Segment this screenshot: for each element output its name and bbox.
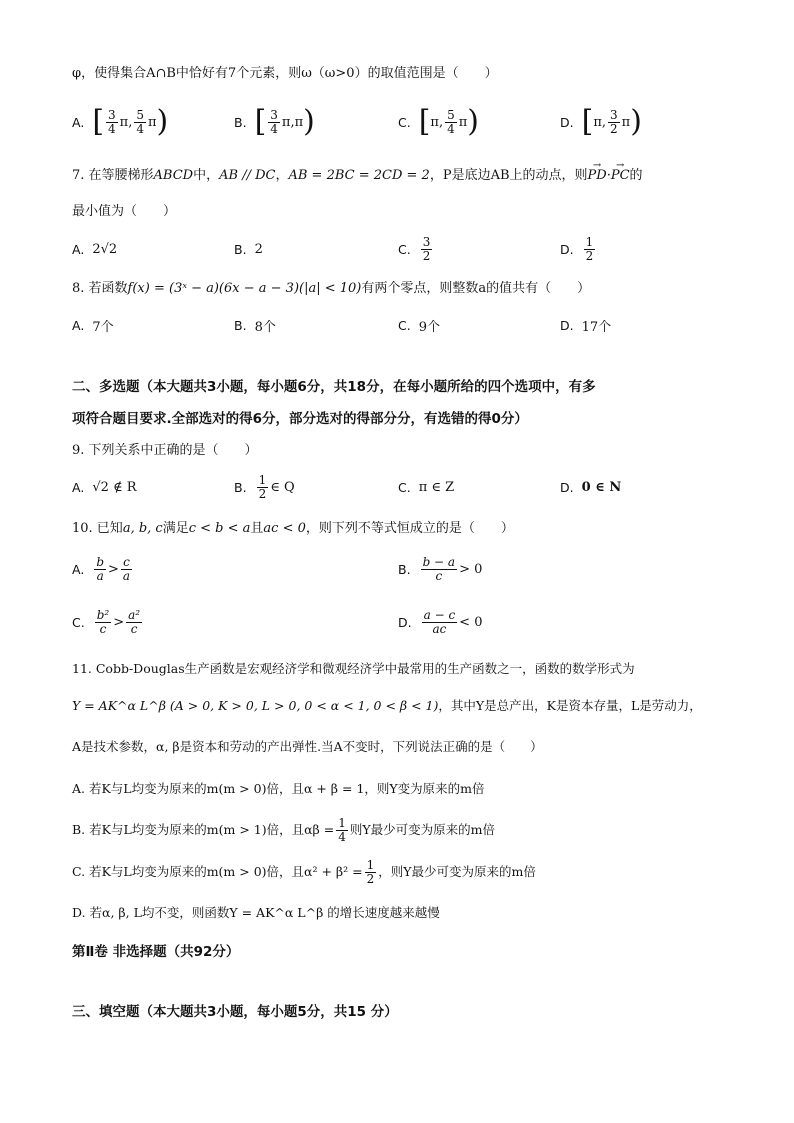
q11-stem-line1: 11. Cobb-Douglas生产函数是宏观经济学和微观经济学中最常用的生产函数之一，函数的数学形式为 — [72, 661, 635, 676]
q10-option-a[interactable]: A. $\frac{b}{a}$ > $\frac{c}{a}$ — [72, 554, 131, 583]
q6-stem: φ，使得集合A∩B中恰好有7个元素，则ω（ω>0）的取值范围是（ ） — [72, 66, 498, 81]
q7-options — [72, 229, 732, 269]
q8-function: f(x) = (3ˣ − a)(6x − a − 3)(|a| < 10) — [127, 281, 362, 296]
q10-options-row1 — [72, 549, 732, 589]
q7-stem-line1: 7. 在等腰梯形ABCD中，AB // DC，AB = 2BC = 2CD = 2，P是底边AB上的动点，则→ PD·→ PC的 — [72, 166, 643, 186]
q9-option-c[interactable]: C. π ∈ Z — [398, 479, 455, 495]
q8-option-c[interactable]: C. 9个 — [398, 317, 440, 335]
q7-option-c[interactable]: C. $\frac{3}{2}$ — [398, 234, 431, 263]
q10-stem: 10. 已知a, b, c满足c < b < a且ac < 0，则下列不等式恒成立的是（ ） — [72, 521, 514, 536]
q11-option-b[interactable]: B. 若K与L均变为原来的m(m > 1)倍，且αβ = $\frac{1}{4}$ 则Y最少可变为原来的m倍 — [72, 815, 495, 844]
q8-stem: 8. 若函数f(x) = (3ˣ − a)(6x − a − 3)(|a| < 10)有两个零点，则整数a的值共有（ ） — [72, 281, 591, 296]
q11-stem-line2: Y = AK^α L^β (A > 0, K > 0, L > 0, 0 < α < 1, 0 < β < 1)，其中Y是总产出，K是资本存量，L是劳动力， — [72, 698, 702, 713]
section2-heading-line1: 二、多选题（本大题共3小题，每小题6分，共18分，在每小题所给的四个选项中，有多 — [72, 379, 596, 395]
section3-heading: 三、填空题（本大题共3小题，每小题5分，共15 分） — [72, 1004, 398, 1020]
q8-options — [72, 305, 732, 345]
vector-pd: → PD — [588, 166, 607, 186]
q9-stem: 9. 下列关系中正确的是（ ） — [72, 443, 258, 458]
q8-option-a[interactable]: A. 7个 — [72, 317, 114, 335]
q9-options — [72, 467, 732, 507]
q7-option-b[interactable]: B. 2 — [234, 241, 263, 257]
q6-option-c[interactable]: C. [ π, $\frac{5}{4}$ π ) — [398, 104, 480, 139]
part2-heading: 第Ⅱ卷 非选择题（共92分） — [72, 944, 240, 960]
q7-option-a[interactable]: A. 2√2 — [72, 241, 118, 257]
q6-option-d[interactable]: D. [ π, $\frac{3}{2}$ π ) — [560, 104, 642, 139]
q9-option-d[interactable]: D. 0 ∈ N — [560, 479, 622, 495]
q11-option-c[interactable]: C. 若K与L均变为原来的m(m > 0)倍，且α² + β² = $\frac{1}{2}$ ，则Y最少可变为原来的m倍 — [72, 857, 536, 886]
q7-option-d[interactable]: D. $\frac{1}{2}$ — [560, 234, 594, 263]
q11-stem-line3: A是技术参数，α, β是资本和劳动的产出弹性.当A不变时，下列说法正确的是（ ） — [72, 739, 543, 754]
section2-heading-line2: 项符合题目要求.全部选对的得6分，部分选对的得部分分，有选错的得0分） — [72, 411, 528, 427]
q6-option-a[interactable]: A. [ $\frac{3}{4}$ π, $\frac{5}{4}$ π ) — [72, 104, 169, 139]
vector-pc: → PC — [611, 166, 630, 186]
q6-option-b[interactable]: B. [ $\frac{3}{4}$ π, π ) — [234, 104, 315, 139]
q9-option-a[interactable]: A. √2 ∉ R — [72, 479, 137, 495]
q9-option-b[interactable]: B. $\frac{1}{2}$ ∈ Q — [234, 472, 295, 501]
q10-option-d[interactable]: D. $\frac{a - c}{ac}$ < 0 — [398, 607, 483, 636]
q10-option-c[interactable]: C. $\frac{\text{b²}}{c}$ > $\frac{\text{a²}}{c}$ — [72, 607, 141, 636]
q7-stem-line2: 最小值为（ ） — [72, 204, 177, 219]
q8-option-d[interactable]: D. 17个 — [560, 317, 612, 335]
cobb-douglas-formula: Y = AK^α L^β (A > 0, K > 0, L > 0, 0 < α < 1, 0 < β < 1) — [72, 698, 439, 713]
q11-option-d[interactable]: D. 若α, β, L均不变，则函数Y = AK^α L^β 的增长速度越来越慢 — [72, 905, 440, 920]
q10-option-b[interactable]: B. $\frac{b - a}{c}$ > 0 — [398, 554, 483, 583]
q6-options — [72, 102, 732, 142]
q11-option-a[interactable]: A. 若K与L均变为原来的m(m > 0)倍，且α + β = 1，则Y变为原来的m倍 — [72, 781, 485, 796]
q8-option-b[interactable]: B. 8个 — [234, 317, 276, 335]
q10-options-row2 — [72, 602, 732, 642]
